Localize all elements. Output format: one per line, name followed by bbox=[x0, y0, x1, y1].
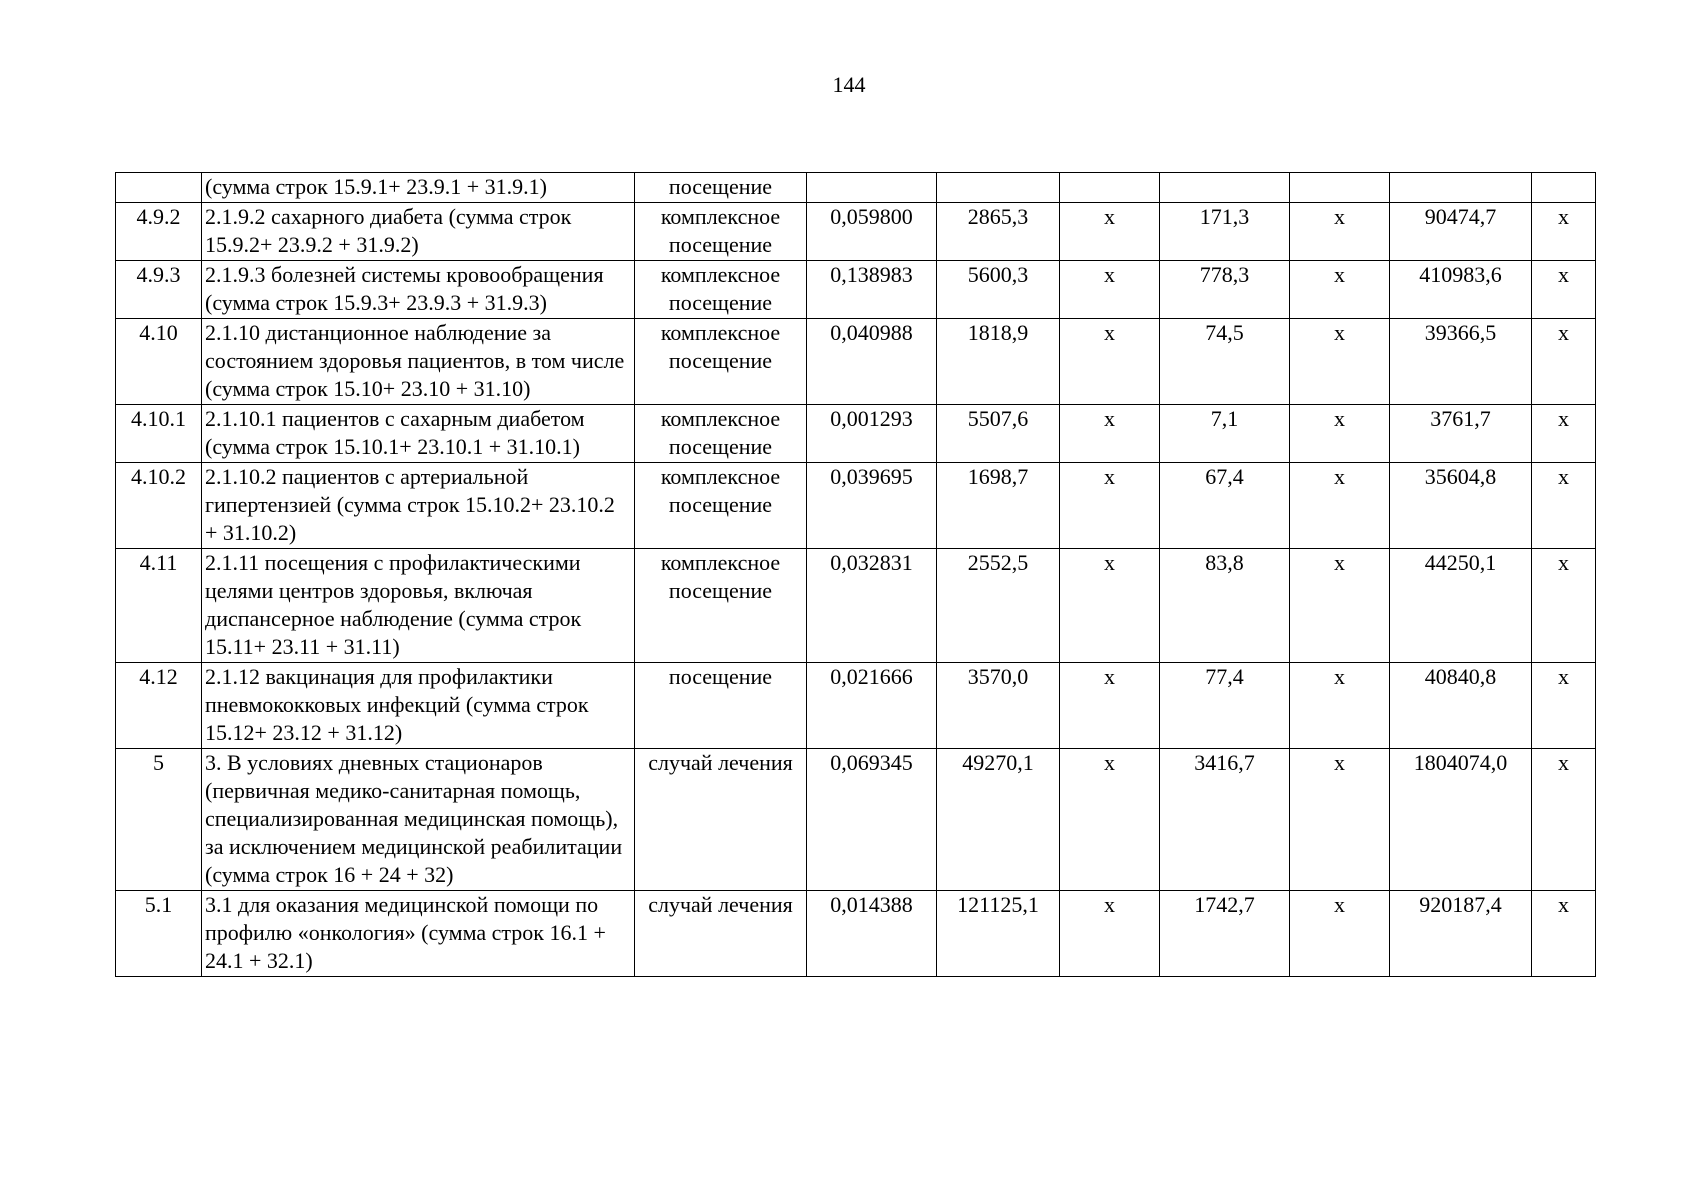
col6-cell: х bbox=[1060, 261, 1160, 319]
unit-cost-cell: 5600,3 bbox=[937, 261, 1060, 319]
norm-cell: 0,021666 bbox=[807, 663, 937, 749]
row-number-cell: 4.11 bbox=[116, 549, 202, 663]
row-number-cell: 4.10.1 bbox=[116, 405, 202, 463]
total-cost-cell: 44250,1 bbox=[1390, 549, 1532, 663]
total-cost-cell: 410983,6 bbox=[1390, 261, 1532, 319]
norm-cell: 0,069345 bbox=[807, 749, 937, 891]
norm-cell: 0,040988 bbox=[807, 319, 937, 405]
col8-cell: х bbox=[1290, 405, 1390, 463]
per-capita-cell: 7,1 bbox=[1160, 405, 1290, 463]
total-cost-cell: 920187,4 bbox=[1390, 891, 1532, 977]
unit-cost-cell: 5507,6 bbox=[937, 405, 1060, 463]
col10-cell: х bbox=[1532, 203, 1596, 261]
page-number: 144 bbox=[832, 72, 866, 97]
col10-cell: х bbox=[1532, 261, 1596, 319]
total-cost-cell: 39366,5 bbox=[1390, 319, 1532, 405]
col8-cell: х bbox=[1290, 319, 1390, 405]
indicator-name-cell: 2.1.10.2 пациентов с артериальной гипертензией (сумма строк 15.10.2+ 23.10.2 + 31.10.2) bbox=[202, 463, 635, 549]
row-number-cell: 4.10 bbox=[116, 319, 202, 405]
total-cost-cell: 90474,7 bbox=[1390, 203, 1532, 261]
col8-cell: х bbox=[1290, 261, 1390, 319]
indicator-name-cell: 2.1.9.2 сахарного диабета (сумма строк 15.9.2+ 23.9.2 + 31.9.2) bbox=[202, 203, 635, 261]
table-row bbox=[116, 549, 1596, 663]
unit-cell: посещение bbox=[635, 173, 807, 203]
col6-cell: х bbox=[1060, 405, 1160, 463]
unit-cost-cell: 2865,3 bbox=[937, 203, 1060, 261]
col8-cell: х bbox=[1290, 549, 1390, 663]
col8-cell: х bbox=[1290, 663, 1390, 749]
unit-cell: комплексное посещение bbox=[635, 261, 807, 319]
col8-cell: х bbox=[1290, 463, 1390, 549]
table-row bbox=[116, 173, 1596, 203]
norm-cell: 0,059800 bbox=[807, 203, 937, 261]
col10-cell: х bbox=[1532, 891, 1596, 977]
total-cost-cell: 40840,8 bbox=[1390, 663, 1532, 749]
total-cost-cell: 35604,8 bbox=[1390, 463, 1532, 549]
row-number-cell: 4.12 bbox=[116, 663, 202, 749]
row-number-cell bbox=[116, 173, 202, 203]
data-table bbox=[115, 172, 1596, 977]
unit-cost-cell: 3570,0 bbox=[937, 663, 1060, 749]
unit-cell: случай лечения bbox=[635, 891, 807, 977]
per-capita-cell: 171,3 bbox=[1160, 203, 1290, 261]
indicator-name-cell: 2.1.9.3 болезней системы кровообращения (сумма строк 15.9.3+ 23.9.3 + 31.9.3) bbox=[202, 261, 635, 319]
col6-cell: х bbox=[1060, 891, 1160, 977]
col6-cell: х bbox=[1060, 549, 1160, 663]
norm-cell bbox=[807, 173, 937, 203]
unit-cell: комплексное посещение bbox=[635, 319, 807, 405]
total-cost-cell bbox=[1390, 173, 1532, 203]
total-cost-cell: 1804074,0 bbox=[1390, 749, 1532, 891]
unit-cell: комплексное посещение bbox=[635, 203, 807, 261]
table-row bbox=[116, 891, 1596, 977]
col6-cell: х bbox=[1060, 463, 1160, 549]
col10-cell: х bbox=[1532, 463, 1596, 549]
unit-cell: случай лечения bbox=[635, 749, 807, 891]
indicator-name-cell: 2.1.11 посещения с профилактическими целями центров здоровья, включая диспансерное наблюдение (сумма строк 15.11+ 23.11 + 31.11) bbox=[202, 549, 635, 663]
col6-cell: х bbox=[1060, 663, 1160, 749]
col6-cell: х bbox=[1060, 749, 1160, 891]
per-capita-cell: 83,8 bbox=[1160, 549, 1290, 663]
table-row bbox=[116, 749, 1596, 891]
row-number-cell: 4.10.2 bbox=[116, 463, 202, 549]
unit-cell: комплексное посещение bbox=[635, 549, 807, 663]
total-cost-cell: 3761,7 bbox=[1390, 405, 1532, 463]
norm-cell: 0,001293 bbox=[807, 405, 937, 463]
norm-cell: 0,138983 bbox=[807, 261, 937, 319]
per-capita-cell: 67,4 bbox=[1160, 463, 1290, 549]
col10-cell: х bbox=[1532, 319, 1596, 405]
table-row bbox=[116, 405, 1596, 463]
col8-cell: х bbox=[1290, 203, 1390, 261]
col6-cell: х bbox=[1060, 203, 1160, 261]
per-capita-cell: 778,3 bbox=[1160, 261, 1290, 319]
col8-cell: х bbox=[1290, 891, 1390, 977]
col10-cell: х bbox=[1532, 749, 1596, 891]
indicator-name-cell: 2.1.12 вакцинация для профилактики пневмококковых инфекций (сумма строк 15.12+ 23.12 + 31.12) bbox=[202, 663, 635, 749]
col10-cell: х bbox=[1532, 663, 1596, 749]
indicator-name-cell: 3. В условиях дневных стационаров (первичная медико-санитарная помощь, специализированная медицинская помощь), за исключением медицинской реабилитации (сумма строк 16 + 24 + 32) bbox=[202, 749, 635, 891]
row-number-cell: 4.9.3 bbox=[116, 261, 202, 319]
table-row bbox=[116, 203, 1596, 261]
unit-cell: комплексное посещение bbox=[635, 405, 807, 463]
col6-cell bbox=[1060, 173, 1160, 203]
norm-cell: 0,039695 bbox=[807, 463, 937, 549]
per-capita-cell: 74,5 bbox=[1160, 319, 1290, 405]
row-number-cell: 4.9.2 bbox=[116, 203, 202, 261]
table-row bbox=[116, 319, 1596, 405]
unit-cost-cell: 121125,1 bbox=[937, 891, 1060, 977]
per-capita-cell bbox=[1160, 173, 1290, 203]
table-row bbox=[116, 663, 1596, 749]
indicator-name-cell: (сумма строк 15.9.1+ 23.9.1 + 31.9.1) bbox=[202, 173, 635, 203]
per-capita-cell: 3416,7 bbox=[1160, 749, 1290, 891]
col6-cell: х bbox=[1060, 319, 1160, 405]
unit-cell: посещение bbox=[635, 663, 807, 749]
norm-cell: 0,014388 bbox=[807, 891, 937, 977]
per-capita-cell: 77,4 bbox=[1160, 663, 1290, 749]
col10-cell: х bbox=[1532, 405, 1596, 463]
row-number-cell: 5.1 bbox=[116, 891, 202, 977]
row-number-cell: 5 bbox=[116, 749, 202, 891]
unit-cell: комплексное посещение bbox=[635, 463, 807, 549]
indicator-name-cell: 2.1.10 дистанционное наблюдение за состоянием здоровья пациентов, в том числе (сумма строк 15.10+ 23.10 + 31.10) bbox=[202, 319, 635, 405]
unit-cost-cell: 49270,1 bbox=[937, 749, 1060, 891]
unit-cost-cell: 1698,7 bbox=[937, 463, 1060, 549]
unit-cost-cell: 2552,5 bbox=[937, 549, 1060, 663]
table-row bbox=[116, 463, 1596, 549]
table-row bbox=[116, 261, 1596, 319]
col10-cell bbox=[1532, 173, 1596, 203]
col8-cell: х bbox=[1290, 749, 1390, 891]
indicator-name-cell: 3.1 для оказания медицинской помощи по профилю «онкология» (сумма строк 16.1 + 24.1 + 32.1) bbox=[202, 891, 635, 977]
col10-cell: х bbox=[1532, 549, 1596, 663]
indicator-name-cell: 2.1.10.1 пациентов с сахарным диабетом (сумма строк 15.10.1+ 23.10.1 + 31.10.1) bbox=[202, 405, 635, 463]
unit-cost-cell: 1818,9 bbox=[937, 319, 1060, 405]
col8-cell bbox=[1290, 173, 1390, 203]
per-capita-cell: 1742,7 bbox=[1160, 891, 1290, 977]
table-body bbox=[116, 173, 1596, 977]
norm-cell: 0,032831 bbox=[807, 549, 937, 663]
unit-cost-cell bbox=[937, 173, 1060, 203]
